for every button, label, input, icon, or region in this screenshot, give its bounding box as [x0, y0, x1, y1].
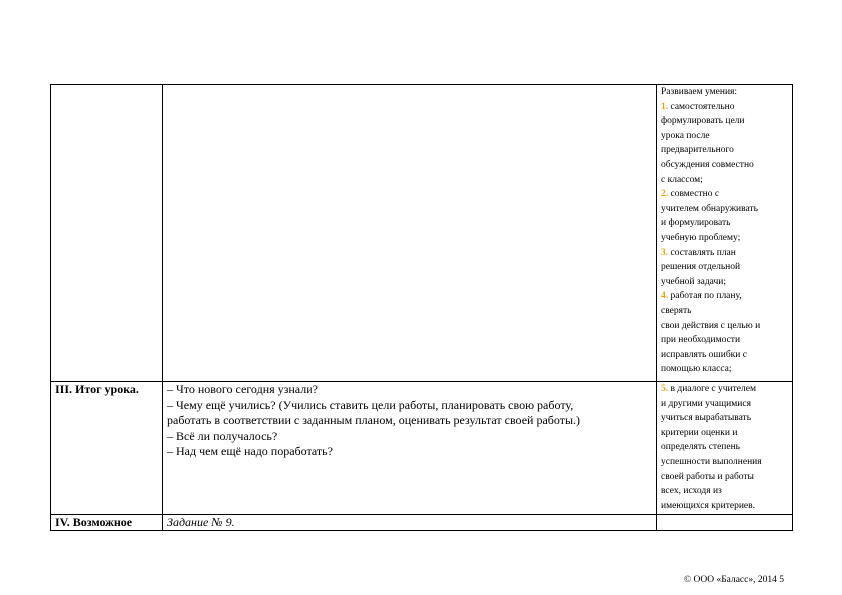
skill-text: формулировать цели [661, 116, 745, 127]
skill-text: самостоятельно [670, 101, 735, 112]
skill-line [661, 216, 788, 231]
skill-line [661, 382, 788, 397]
stage-cell-empty [51, 85, 163, 382]
stage-title: IV. Возможное [51, 515, 163, 531]
skill-text: определять степень [661, 442, 740, 453]
skill-line [661, 333, 788, 348]
skill-text: составлять план [670, 247, 736, 258]
skill-number: 5. [661, 384, 669, 394]
skill-line [661, 275, 788, 290]
skills-list [661, 100, 788, 377]
skills-list [661, 382, 788, 513]
skill-text: имеющихся критериев. [661, 500, 755, 511]
skill-line [661, 100, 788, 115]
skill-text: с классом; [661, 174, 703, 185]
skill-text: и формулировать [661, 218, 731, 229]
skill-number: 3. [661, 247, 669, 258]
skill-text: работая по плану, [670, 291, 742, 302]
content-line: – Чему ещё учились? (Учились ставить цели работы, планировать свою работу, [167, 397, 574, 412]
skill-text: учиться вырабатывать [661, 413, 752, 424]
skill-line [661, 455, 788, 470]
skills-cell-empty [657, 515, 793, 531]
skill-line [661, 187, 788, 202]
table-row [51, 85, 793, 382]
skill-number: 2. [661, 189, 669, 200]
skill-line [661, 260, 788, 275]
skill-line [661, 440, 788, 455]
skill-text: учебной задачи; [661, 276, 727, 287]
skill-text: всех, исходя из [661, 486, 722, 497]
skill-text: сверять [661, 305, 692, 316]
skill-line [661, 231, 788, 246]
skills-cell [657, 85, 793, 382]
skill-line [661, 129, 788, 144]
skill-text: учебную проблему; [661, 232, 741, 243]
skill-number: 1. [661, 101, 669, 112]
skill-text: свои действия с целью и [661, 320, 761, 331]
skill-text: помощью класса; [661, 364, 732, 375]
skill-text: своей работы и работы [661, 471, 754, 482]
skill-line [661, 143, 788, 158]
skill-line [661, 348, 788, 363]
table-row [51, 515, 793, 531]
skill-text: при необходимости [661, 335, 741, 346]
skill-line [661, 484, 788, 499]
skill-line [661, 397, 788, 412]
skill-line [661, 319, 788, 334]
skill-text: предварительного [661, 145, 734, 156]
copyright-footer: © ООО «Баласс», 2014 5 [683, 575, 784, 585]
skill-text: критерии оценки и [661, 427, 738, 438]
skill-line [661, 246, 788, 261]
content-line: – Что нового сегодня узнали? [167, 382, 318, 396]
skill-line [661, 173, 788, 188]
lesson-plan-table [50, 84, 793, 531]
skill-line [661, 362, 788, 377]
skill-text: исправлять ошибки с [661, 349, 747, 360]
content-line: работать в соответствии с заданным планом, оценивать результат своей работы.) [167, 413, 581, 427]
skills-heading: Развиваем умения: [661, 87, 738, 97]
skill-line [661, 411, 788, 426]
skills-cell [657, 382, 793, 515]
task-text: Задание № 9. [163, 515, 657, 531]
skill-number: 4. [661, 291, 669, 302]
skill-text: урока после [661, 130, 710, 141]
skill-line [661, 158, 788, 173]
skill-line [661, 499, 788, 514]
skill-text: в диалоге с учителем [670, 384, 756, 394]
stage-title: III. Итог урока. [51, 382, 163, 515]
table-row [51, 382, 793, 515]
skill-line [661, 304, 788, 319]
skill-text: совместно с [670, 189, 720, 200]
skill-line [661, 426, 788, 441]
content-line: – Над чем ещё надо поработать? [167, 444, 333, 458]
skill-line [661, 289, 788, 304]
skill-text: решения отдельной [661, 262, 741, 273]
content-line: – Всё ли получалось? [167, 428, 278, 443]
skill-line [661, 202, 788, 217]
skill-line [661, 114, 788, 129]
skill-text: учителем обнаруживать [661, 203, 758, 214]
skill-line [661, 470, 788, 485]
skill-text: обсуждения совместно [661, 159, 754, 170]
skill-text: успешности выполнения [661, 456, 762, 467]
content-cell [163, 382, 657, 515]
content-cell-empty [163, 85, 657, 382]
skill-text: и другими учащимися [661, 398, 751, 409]
